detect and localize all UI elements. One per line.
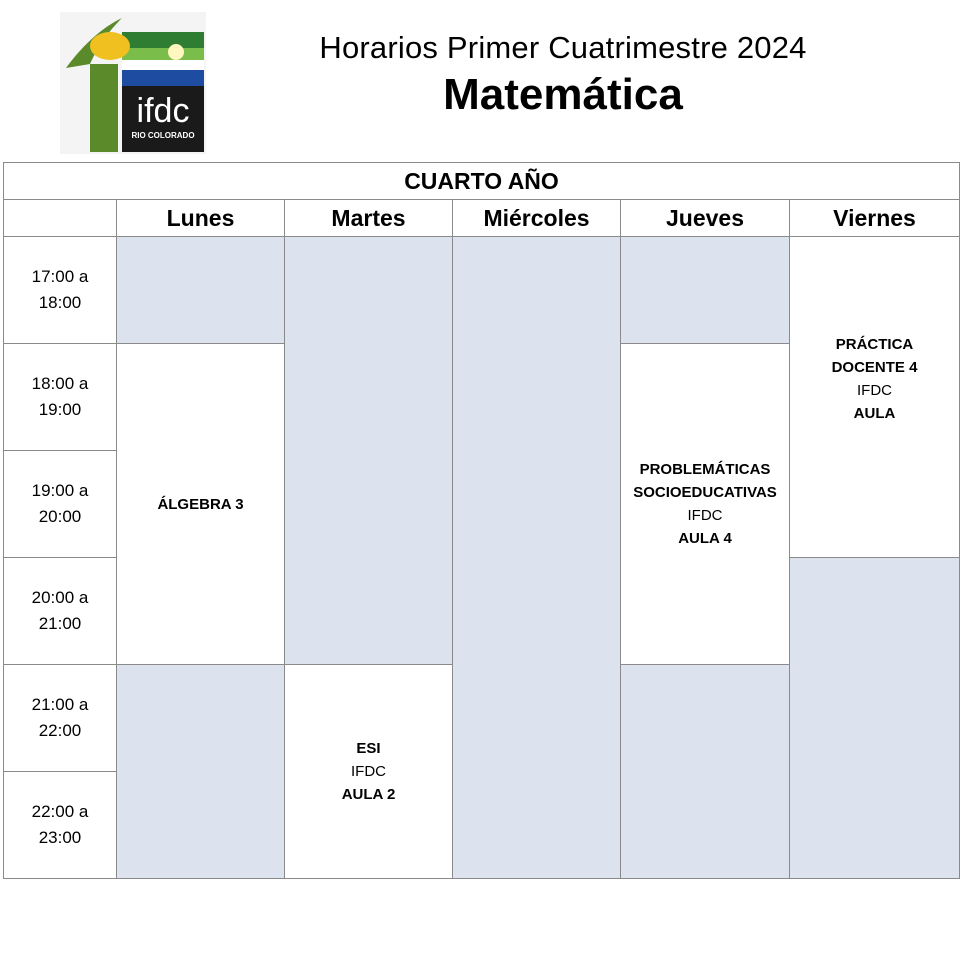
day-header-lunes: Lunes xyxy=(117,200,285,237)
class-room: AULA 2 xyxy=(341,786,396,803)
empty-cell xyxy=(621,665,790,879)
time-start: 22:00 a xyxy=(31,802,89,821)
class-algebra xyxy=(117,344,285,665)
class-place: IFDC xyxy=(351,763,386,780)
day-header-jueves: Jueves xyxy=(621,200,790,237)
class-name: PRÁCTICA xyxy=(835,336,914,353)
corner-cell xyxy=(4,200,117,237)
class-room: AULA xyxy=(853,405,896,422)
time-end: 22:00 xyxy=(38,721,82,740)
day-header-viernes: Viernes xyxy=(790,200,960,237)
class-place: IFDC xyxy=(857,382,892,399)
time-start: 19:00 a xyxy=(31,481,89,500)
empty-cell xyxy=(117,665,285,879)
time-start: 21:00 a xyxy=(31,695,89,714)
class-name: DOCENTE 4 xyxy=(831,359,918,376)
class-practica-docente xyxy=(790,237,960,558)
time-slot xyxy=(4,344,117,451)
time-start: 18:00 a xyxy=(31,374,89,393)
time-slot xyxy=(4,451,117,558)
empty-cell xyxy=(285,237,453,665)
logo-subtitle: RIO COLORADO xyxy=(131,131,195,140)
day-header-martes: Martes xyxy=(285,200,453,237)
time-end: 18:00 xyxy=(38,293,82,312)
class-esi xyxy=(285,665,453,879)
ifdc-logo xyxy=(60,12,206,154)
class-name: SOCIOEDUCATIVAS xyxy=(633,484,777,501)
class-room: AULA 4 xyxy=(678,530,732,547)
time-start: 17:00 a xyxy=(31,267,89,286)
logo-text: ifdc xyxy=(136,92,190,130)
time-slot xyxy=(4,237,117,344)
time-end: 20:00 xyxy=(38,507,82,526)
year-header: CUARTO AÑO xyxy=(4,163,960,200)
time-slot xyxy=(4,772,117,879)
empty-cell xyxy=(453,237,621,879)
page-subtitle: Matemática xyxy=(443,70,683,119)
time-start: 20:00 a xyxy=(31,588,89,607)
time-slot xyxy=(4,558,117,665)
time-end: 21:00 xyxy=(38,614,82,633)
schedule-table xyxy=(3,162,960,879)
time-end: 23:00 xyxy=(38,828,82,847)
class-name: ESI xyxy=(356,740,381,757)
time-end: 19:00 xyxy=(38,400,82,419)
class-problematicas xyxy=(621,344,790,665)
page-title: Horarios Primer Cuatrimestre 2024 xyxy=(319,30,807,65)
day-header-miercoles: Miércoles xyxy=(453,200,621,237)
empty-cell xyxy=(117,237,285,344)
class-name: PROBLEMÁTICAS xyxy=(639,461,771,478)
class-place: IFDC xyxy=(687,507,723,524)
time-slot xyxy=(4,665,117,772)
empty-cell xyxy=(790,558,960,879)
class-name: ÁLGEBRA 3 xyxy=(157,495,244,513)
empty-cell xyxy=(621,237,790,344)
